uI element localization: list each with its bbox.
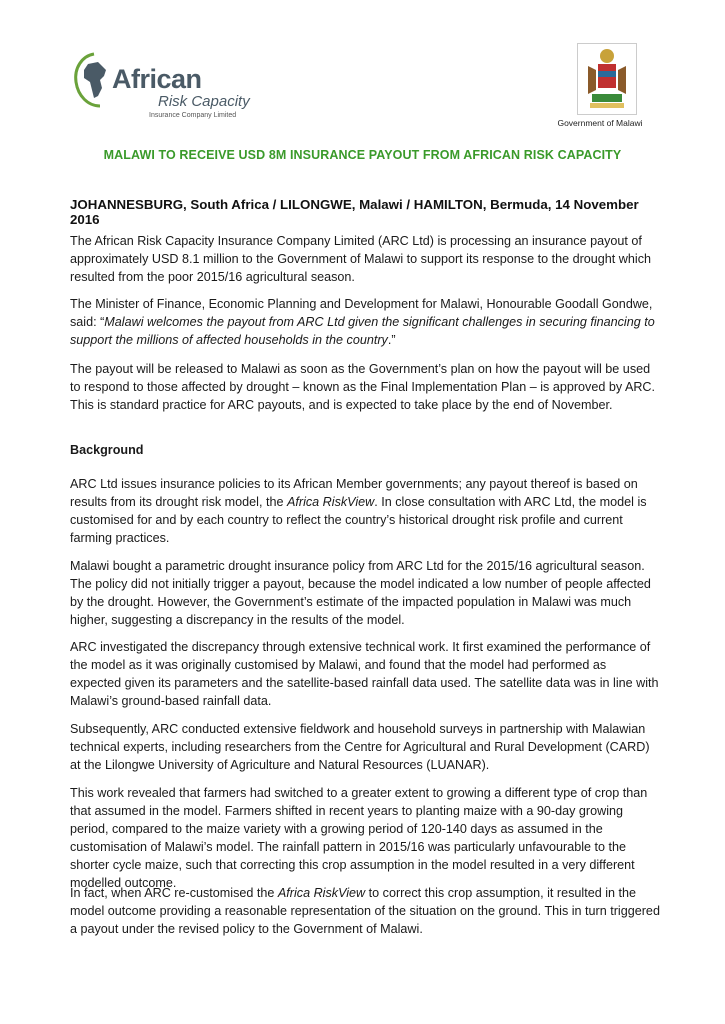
paragraph-2 [70,295,660,349]
africa-riskview-term: Africa RiskView [286,495,375,509]
paragraph-4-text: ARC Ltd issues insurance policies to its African Member governments; any payout thereof is based on results from its drought risk model, the [70,477,638,509]
paragraph-4 [70,475,660,547]
paragraph-7: Subsequently, ARC conducted extensive fieldwork and household surveys in partnership with Malawian technical experts, including researchers from the Centre for Agricultural and Rural Development (CARD) at the Lilongwe University of Agriculture and Natural Resources (LUANAR). [70,722,650,772]
coat-of-arms-caption: Government of Malawi [557,118,643,128]
paragraph-1: The African Risk Capacity Insurance Company Limited (ARC Ltd) is processing an insurance payout of approximately USD 8.1 million to the Government of Malawi to support its response to the drought which resulted from the poor 2015/16 agricultural season. [70,234,651,284]
background-heading: Background [70,443,144,457]
paragraph-4-end: . In close consultation with ARC Ltd, the model is customised for and by each country to reflect the country’s historical drought risk profile and current farming practices. [70,495,647,545]
paragraph-5: Malawi bought a parametric drought insurance policy from ARC Ltd for the 2015/16 agricultural season. The policy did not initially trigger a payout, because the model indicated a low number of people affected by the drought. However, the Government’s estimate of the impacted population in Malawi was much higher, suggesting a discrepancy in the results of the model. [70,559,651,627]
paragraph-8: This work revealed that farmers had switched to a greater extent to growing a different type of crop than that assumed in the model. Farmers shifted in recent years to planting maize with a 90-day growing period, compared to the maize variety with a growing period of 120-140 days as assumed in the customisation of Malawi’s model. The rainfall pattern in 2015/16 was particularly unfavourable to the shorter cycle maize, such that correcting this crop assumption in the model resulted in a very different modelled outcome. [70,786,648,890]
paragraph-2-quote: Malawi welcomes the payout from ARC Ltd given the significant challenges in securing financing to support the millions of affected households in the country [70,315,655,347]
paragraph-6: ARC investigated the discrepancy through extensive technical work. It first examined the performance of the model as it was originally customised by Malawi, and found that the model had performed as expected given its parameters and the satellite-based rainfall data used. The satellite data was in line with Malawi’s ground-based rainfall data. [70,640,659,708]
logo-word-insurance: Insurance Company Limited [149,112,237,119]
logo-word-risk-capacity: Risk Capacity [158,93,250,110]
paragraph-3: The payout will be released to Malawi as soon as the Government’s plan on how the payout will be used to respond to those affected by drought – known as the Final Implementation Plan – is approved by ARC. This is standard practice for ARC payouts, and is expected to take place by the end of November. [70,362,656,412]
paragraph-2-text: The Minister of Finance, Economic Planning and Development for Malawi, Honourable Goodall Gondwe, said: “ [70,297,653,329]
arc-logo [72,50,262,125]
dateline: JOHANNESBURG, South Africa / LILONGWE, Malawi / HAMILTON, Bermuda, 14 November 2016 [70,197,639,227]
paragraph-9-text: In fact, when ARC re-customised the [70,886,278,900]
paragraph-9 [70,884,660,938]
paragraph-9-end: to correct this crop assumption, it resulted in the model outcome providing a reasonable representation of the situation on the ground. This in turn triggered a payout under the revised policy to the Government of Malawi. [70,886,660,936]
coat-of-arms-icon [577,43,637,115]
africa-riskview-term: Africa RiskView [277,886,366,900]
paragraph-2-end: .” [387,333,396,347]
logo-word-african: African [112,64,202,94]
headline: MALAWI TO RECEIVE USD 8M INSURANCE PAYOUT FROM AFRICAN RISK CAPACITY [103,148,622,162]
